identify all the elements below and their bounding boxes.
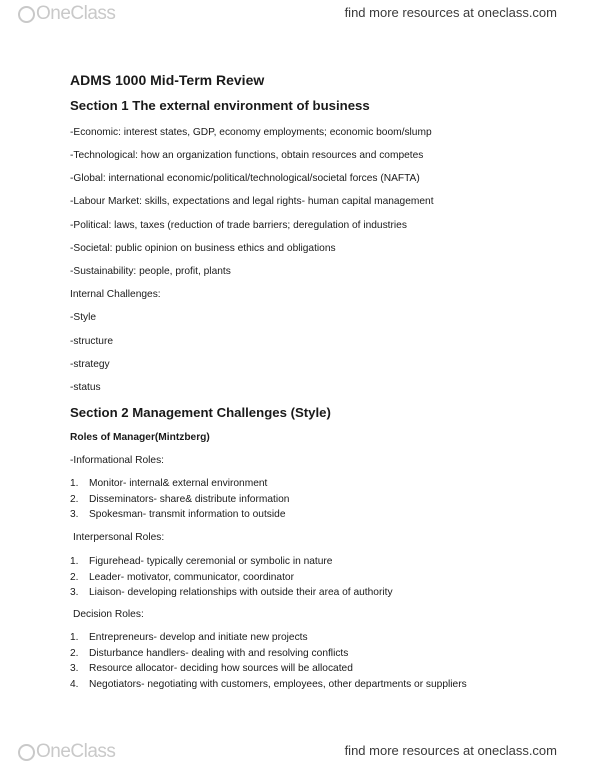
- logo-text: OneClass: [36, 741, 116, 762]
- section-1-line: -Sustainability: people, profit, plants: [70, 266, 231, 277]
- section-1-line: -Economic: interest states, GDP, economy employments; economic boom/slump: [70, 127, 432, 138]
- oneclass-logo[interactable]: [18, 740, 115, 764]
- list-item: 2. Disseminators- share& distribute information: [70, 493, 290, 505]
- internal-challenges-label: Internal Challenges:: [70, 289, 161, 300]
- footer-tagline[interactable]: find more resources at oneclass.com: [344, 743, 557, 758]
- header-tagline[interactable]: find more resources at oneclass.com: [344, 5, 557, 20]
- interpersonal-roles-list: [70, 554, 393, 601]
- section-1-line: -Global: international economic/political/technological/societal forces (NAFTA): [70, 173, 420, 184]
- interpersonal-roles-label: Interpersonal Roles:: [73, 532, 165, 543]
- section-1-line: -Style: [70, 312, 97, 323]
- list-item: 2. Disturbance handlers- dealing with and resolving conflicts: [70, 647, 349, 659]
- informational-roles-list: [70, 476, 289, 523]
- list-item: 1. Monitor- internal& external environment: [70, 478, 268, 489]
- oneclass-logo[interactable]: [18, 2, 115, 26]
- document-title: ADMS 1000 Mid-Term Review: [70, 72, 265, 88]
- page-footer: [0, 738, 595, 766]
- logo-circle-icon: [18, 744, 35, 761]
- section-1-line: -Political: laws, taxes (reduction of trade barriers; deregulation of industries: [70, 220, 407, 231]
- logo-text: OneClass: [36, 3, 116, 24]
- section-1-line: -Technological: how an organization functions, obtain resources and competes: [70, 150, 424, 161]
- list-item: 3. Resource allocator- deciding how sources will be allocated: [70, 663, 353, 674]
- section-1-line: -Societal: public opinion on business ethics and obligations: [70, 243, 336, 254]
- list-item: 2. Leader- motivator, communicator, coordinator: [70, 571, 294, 583]
- decision-roles-list: [70, 630, 467, 692]
- section-2-subheading: Roles of Manager(Mintzberg): [70, 432, 210, 443]
- decision-roles-label: Decision Roles:: [73, 609, 144, 620]
- list-item: 1. Figurehead- typically ceremonial or symbolic in nature: [70, 556, 333, 567]
- list-item: 3. Liaison- developing relationships with outside their area of authority: [70, 587, 393, 598]
- section-1-line: -status: [70, 382, 101, 393]
- section-1-line: -strategy: [70, 359, 110, 370]
- informational-roles-label: -Informational Roles:: [70, 455, 164, 466]
- section-2-heading: Section 2 Management Challenges (Style): [70, 405, 331, 420]
- list-item: 3. Spokesman- transmit information to outside: [70, 509, 286, 520]
- list-item: 4. Negotiators- negotiating with customers, employees, other departments or suppliers: [70, 678, 467, 690]
- section-1-line: -structure: [70, 336, 114, 347]
- logo-circle-icon: [18, 6, 35, 23]
- page-header: [0, 0, 595, 28]
- section-1-line: -Labour Market: skills, expectations and legal rights- human capital management: [70, 196, 434, 207]
- list-item: 1. Entrepreneurs- develop and initiate new projects: [70, 632, 308, 643]
- section-1-heading: Section 1 The external environment of business: [70, 98, 370, 113]
